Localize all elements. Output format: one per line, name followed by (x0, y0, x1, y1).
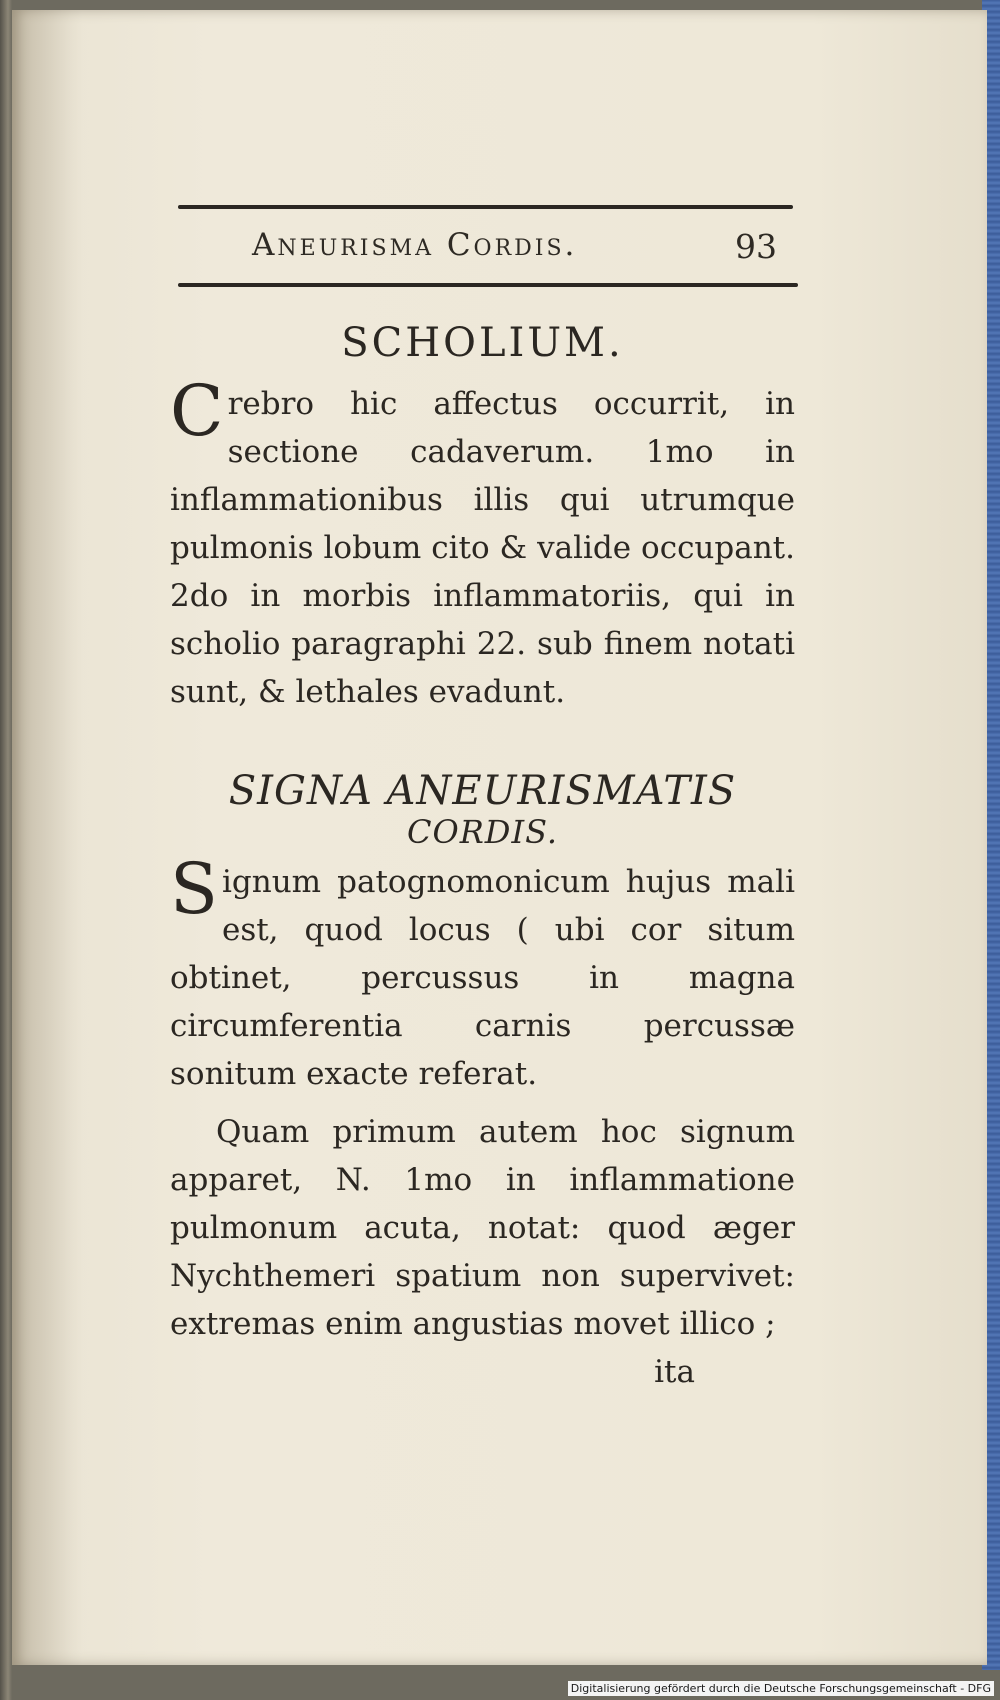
catchword: ita (654, 1354, 695, 1390)
signa-paragraph-1-text: ignum patognomonicum hujus mali est, quod locus ( ubi cor situm obtinet, percussus in magna circumferentia carnis percussæ sonitum exacte referat. (170, 864, 795, 1092)
signa-paragraph-2: Quam primum autem hoc signum apparet, N. 1mo in inflammatione pulmonum acuta, notat: quod æger Nychthemeri spatium non supervivet: extremas enim angustias movet illico ; (170, 1114, 795, 1342)
digitization-credit: Digitalisierung gefördert durch die Deutsche Forschungsgemeinschaft - DFG (568, 1681, 994, 1696)
scholium-title: SCHOLIUM. (341, 320, 624, 366)
scholium-paragraph (170, 370, 795, 716)
running-title: Aneurisma Cordis. (252, 227, 578, 263)
dropcap-s: S (170, 848, 218, 930)
running-head (178, 205, 793, 295)
page-gutter-shadow (12, 10, 82, 1665)
dropcap-c: C (170, 370, 224, 452)
header-rule-top (178, 205, 793, 209)
signa-paragraph-1 (170, 848, 795, 1098)
scholium-text: rebro hic affectus occurrit, in sectione cadaverum. 1mo in inflammationibus illis qui utrumque pulmonis lobum cito & valide occupant. 2do in morbis inflammatoriis, qui in scholio paragraphi 22. sub finem notati sunt, & lethales evadunt. (170, 386, 795, 710)
signa-subheading: CORDIS. (406, 813, 559, 851)
text-block (170, 320, 795, 1396)
header-rule-bottom (178, 283, 798, 287)
page-number: 93 (735, 227, 777, 266)
signa-heading: SIGNA ANEURISMATIS (228, 768, 737, 814)
